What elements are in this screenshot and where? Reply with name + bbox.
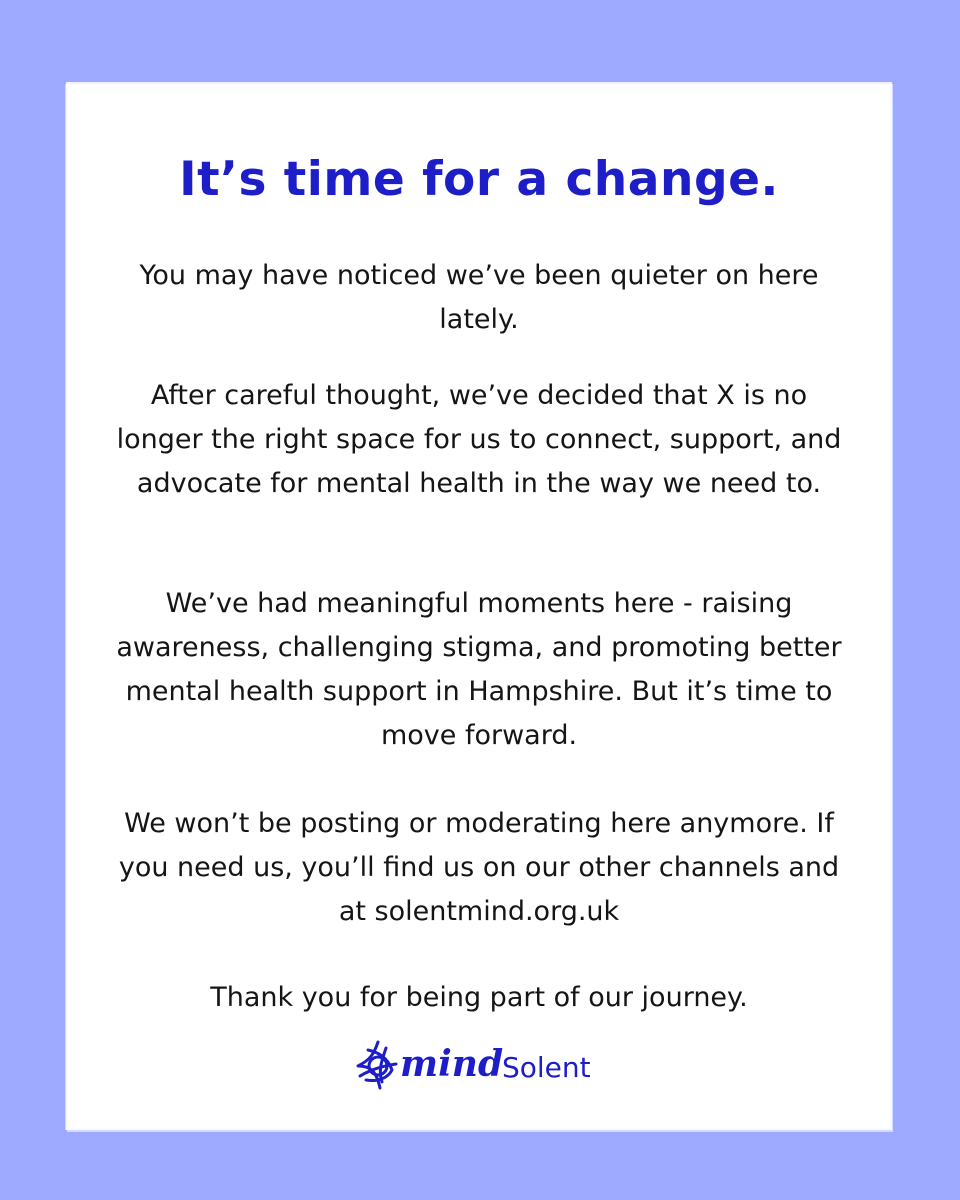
mind-solent-logo: [348, 1036, 610, 1096]
post-title: It’s time for a change.: [179, 152, 779, 207]
paragraph-thanks: Thank you for being part of our journey.: [210, 982, 748, 1013]
logo-word-mind: mind: [400, 1043, 504, 1085]
paragraph-decision: After careful thought, we’ve decided that X is no longer the right space for us to connect, support, and advocate for mental health in the way we need to.: [116, 380, 842, 499]
paragraph-quieter: You may have noticed we’ve been quieter on here lately.: [139, 260, 819, 335]
announcement-card: [68, 84, 890, 1128]
logo-word-solent: Solent: [502, 1051, 591, 1084]
mind-swirl-icon: [348, 1036, 408, 1096]
paragraph-channels: We won’t be posting or moderating here anymore. If you need us, you’ll find us on our other channels and at solentmind.org.uk: [118, 808, 840, 927]
paragraph-moments: We’ve had meaningful moments here - raising awareness, challenging stigma, and promoting better mental health support in Hampshire. But it’s time to move forward.: [116, 588, 842, 751]
